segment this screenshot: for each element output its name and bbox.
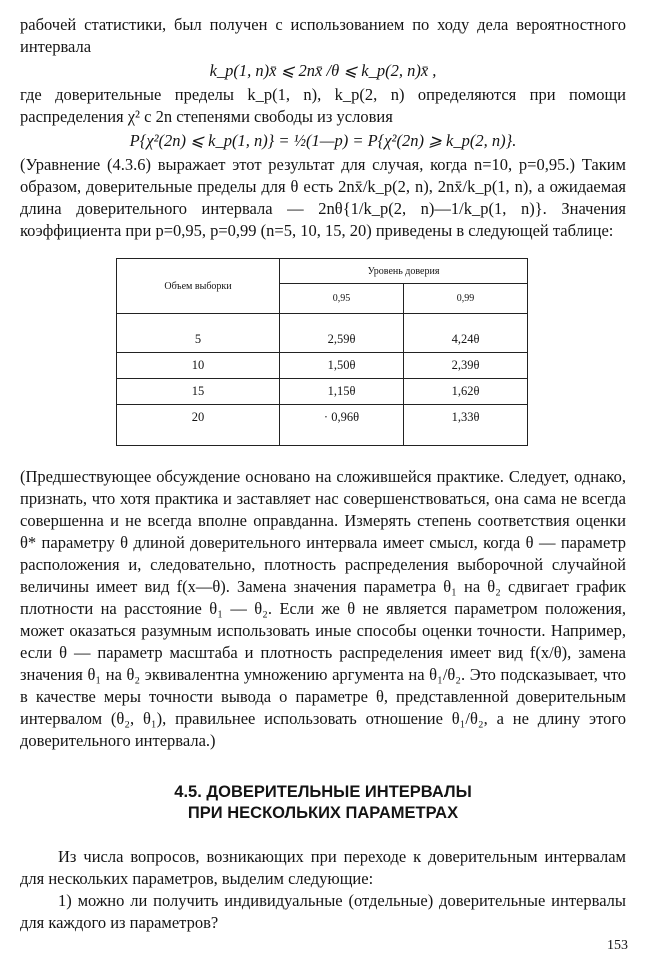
section-heading-line1: 4.5. ДОВЕРИТЕЛЬНЫЕ ИНТЕРВАЛЫ: [174, 783, 472, 801]
section-heading-line2: ПРИ НЕСКОЛЬКИХ ПАРАМЕТРАХ: [187, 804, 459, 822]
cell-095: · 0,96θ: [280, 405, 404, 446]
page-number: 153: [607, 938, 628, 953]
cell-n: 5: [117, 314, 280, 353]
table-row: [117, 353, 528, 379]
table-row: [117, 379, 528, 405]
table-row: [117, 314, 528, 353]
paragraph-question-1: 1) можно ли получить индивидуальные (отдельные) доверительные интервалы для каждого из параметров?: [20, 891, 626, 932]
cell-099: 1,33θ: [404, 405, 528, 446]
paragraph-intro: рабочей статистики, был получен с использованием по ходу дела вероятностного интервала: [20, 15, 626, 56]
paragraph-discussion: (Предшествующее обсуждение основано на сложившейся практике. Следует, однако, признать, что хотя практика и заставляет нас совершенствоваться, она сама не всегда совершенна и не всегда вполне оправданна. Измерять степень соответствия оценки θ* параметру θ длиной доверительного интервала имеет смысл, когда θ — параметр расположения и, следовательно, плотность распределения выборочной случайной величины имеет вид f(x—θ). Замена значения параметра θ₁ на θ₂ сдвигает график плотности на расстояние θ₁ — θ₂. Если же θ не является параметром положения, может оказаться разумным использовать иные способы оценки точности. Например, если θ — параметр масштаба и плотность распределения имеет вид f(x/θ), замена значения θ₁ на θ₂ эквивалентна умножению аргумента на θ₁/θ₂. Это подсказывает, что в качестве меры точности вывода о параметре θ, представленной доверительным интервалом (θ₂, θ₁), правильнее использовать отношение θ₁/θ₂, а не длину этого доверительного интервала.): [20, 467, 626, 750]
paragraph-expected-length: (Уравнение (4.3.6) выражает этот результат для случая, когда n=10, p=0,95.) Таким образом, доверительные пределы для θ есть 2nx̄/k_p(2, n), 2nx̄/k_p(1, n), а ожидаемая длина доверительного интервала — 2nθ{1/k_p(2, n)—1/k_p(1, n)}. Значения коэффициента при p=0,95, p=0,99 (n=5, 10, 15, 20) приведены в следующей таблице:: [20, 155, 626, 240]
header-col-095: 0,95: [280, 284, 404, 314]
paragraph-questions: Из числа вопросов, возникающих при переходе к доверительным интервалам для нескольких параметров, выделим следующие:: [20, 847, 626, 888]
section-heading: [20, 782, 626, 824]
header-confidence-level: Уровень доверия: [280, 259, 528, 284]
cell-099: 1,62θ: [404, 379, 528, 405]
cell-095: 1,50θ: [280, 353, 404, 379]
paragraph-limits: где доверительные пределы k_p(1, n), k_p(2, n) определяются при помощи распределения χ² с 2n степенями свободы из условия: [20, 85, 626, 126]
cell-095: 2,59θ: [280, 314, 404, 353]
formula-interval: k_p(1, n)x̄ ⩽ 2nx̄ /θ ⩽ k_p(2, n)x̄ ,: [209, 61, 437, 80]
cell-n: 10: [117, 353, 280, 379]
header-col-099: 0,99: [404, 284, 528, 314]
header-sample-size: Объем выборки: [117, 259, 280, 314]
cell-n: 15: [117, 379, 280, 405]
coefficient-table-wrapper: [116, 258, 528, 446]
coefficient-table: [116, 258, 528, 446]
cell-099: 2,39θ: [404, 353, 528, 379]
document-page: [20, 14, 626, 934]
cell-n: 20: [117, 405, 280, 446]
table-row: [117, 405, 528, 446]
formula-condition: P{χ²(2n) ⩽ k_p(1, n)} = ½(1—p) = P{χ²(2n) ⩾ k_p(2, n)}.: [129, 131, 517, 150]
cell-099: 4,24θ: [404, 314, 528, 353]
cell-095: 1,15θ: [280, 379, 404, 405]
